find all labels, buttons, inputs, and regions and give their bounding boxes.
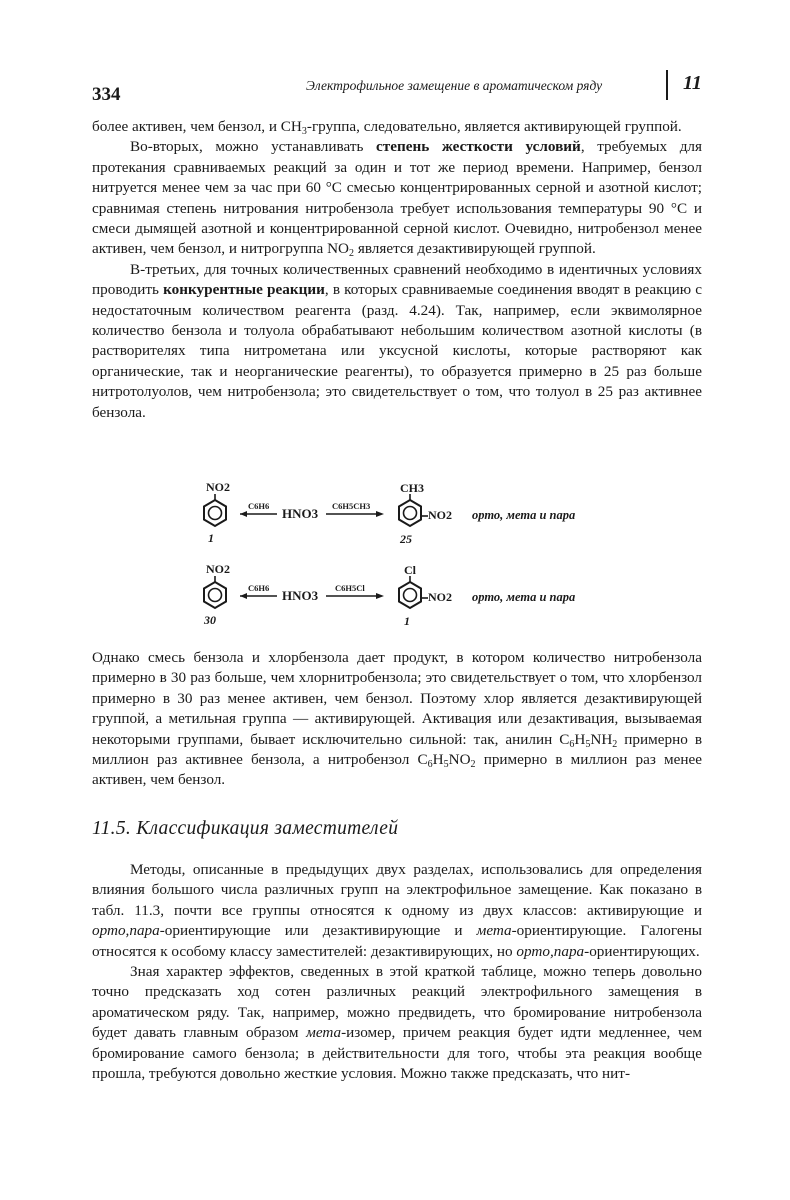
chloro-substituent-label: Cl [404,563,416,577]
chlorobenzene-arrow-label: C6H5Cl [335,583,365,593]
page-number: 334 [92,84,121,105]
section-title: Классификация заместителей [136,818,399,839]
orientation-label: орто, мета и пара [472,590,576,604]
paragraph-1: более активен, чем бензол, и $CH_3$-группа, следовательно, является активирующей группой. [92,118,682,137]
paragraph-5: Методы, описанные в предыдущих двух разделах, использовались для определения влияния большого числа различных групп на электрофильное замещение. Как показано в табл. 11.3, почти все группы относятся к одному из двух классов: активирующие и орто,пара-ориентирующие или дезактивирующие и мета-ориентирующие. Галогены относятся к особому классу заместителей: дезактивирующих, но орто,пара-ориентирующих. [92,861,702,960]
nitrobenzene-ratio: 30 [204,613,216,627]
body-text-bottom [92,860,702,1084]
benzene-arrow-label: C6H6 [248,583,270,593]
paragraph-4: Однако смесь бензола и хлорбензола дает продукт, в котором количество нитробензола примерно в 30 раз больше, чем хлорнитробензола; это свидетельствует о том, что хлорбензол примерно в 30 раз менее активен, чем бензол. Поэтому хлор является дезактивирующей группой, а метильная группа — активирующей. Активация или дезактивация, вызываемая некоторыми группами, бывает исключительно сильной: так, анилин $C_6H_5NH_2$ примерно в миллион раз активнее бензола, а нитробензол $C_6H_5NO_2$ примерно в миллион раз менее активен, чем бензол. [92,649,703,789]
reaction-scheme-toluene [180,480,640,560]
methyl-substituent-label: CH3 [400,481,424,495]
nitric-acid-label: HNO3 [282,506,319,521]
paragraph-6: Зная характер эффектов, сведенных в этой краткой таблице, можно теперь довольно точно предсказать ход сотен различных реакций электрофильного замещения в ароматическом ряду. Так, например, можно предвидеть, что бромирование нитробензола будет давать главным образом мета-изомер, причем реакция будет идти медленнее, чем бромирование самого бензола; в действительности для того, чтобы эта реакция вообще прошла, требуются довольно жесткие условия. Можно также предсказать, что нит- [92,963,702,1083]
nitro-substituent-label: NO2 [428,590,452,604]
nitro-substituent-label: NO2 [428,508,452,522]
orientation-label: орто, мета и пара [472,508,576,522]
section-number: 11.5. [92,818,132,839]
section-heading [92,818,398,840]
running-head: Электрофильное замещение в ароматическом ряду [306,78,603,93]
paragraph-3: В-третьих, для точных количественных сравнений необходимо в идентичных условиях проводить конкурентные реакции, в которых сравниваемые соединения вводят в реакцию с недостаточным количеством реагента (разд. 4.24). Так, например, если эквимолярное количество бензола и толуола обрабатывают небольшим количеством азотной кислоты (в растворителях типа нитрометана или уксусной кислоты, которые растворяют как органические, так и неорганические реагенты), то образуется примерно в 25 раз больше нитротолуолов, чем нитробензола; это свидетельствует о том, что толуол в 25 раз активнее бензола. [92,260,702,421]
nitrobenzene-substituent-label: NO2 [206,480,230,494]
paragraph-2: Во-вторых, можно устанавливать степень жесткости условий, требуемых для протекания сравниваемых реакций за один и тот же период времени. Например, бензол нитруется менее чем за час при 60 °C смесью концентрированных серной и азотной кислот; сравнимая степень нитрования нитробензола требует использования температуры 90 °C и смеси дымящей азотной и концентрированной серной кислот. Очевидно, нитробензол менее активен, чем бензол, и нитрогруппа $NO_2$ является дезактивирующей группой. [92,138,702,260]
body-text-middle [92,648,702,791]
chloronitrobenzene-ratio: 1 [404,614,410,628]
nitrobenzene-ratio: 1 [208,531,214,545]
chapter-number: 11 [683,72,702,94]
reaction-scheme-chlorobenzene [180,562,640,642]
toluene-arrow-label: C6H5CH3 [332,501,371,511]
body-text-top [92,117,702,423]
nitric-acid-label: HNO3 [282,588,319,603]
nitrobenzene-substituent-label: NO2 [206,562,230,576]
nitrotoluene-ratio: 25 [400,532,412,546]
header-divider [666,70,668,100]
benzene-arrow-label: C6H6 [248,501,270,511]
